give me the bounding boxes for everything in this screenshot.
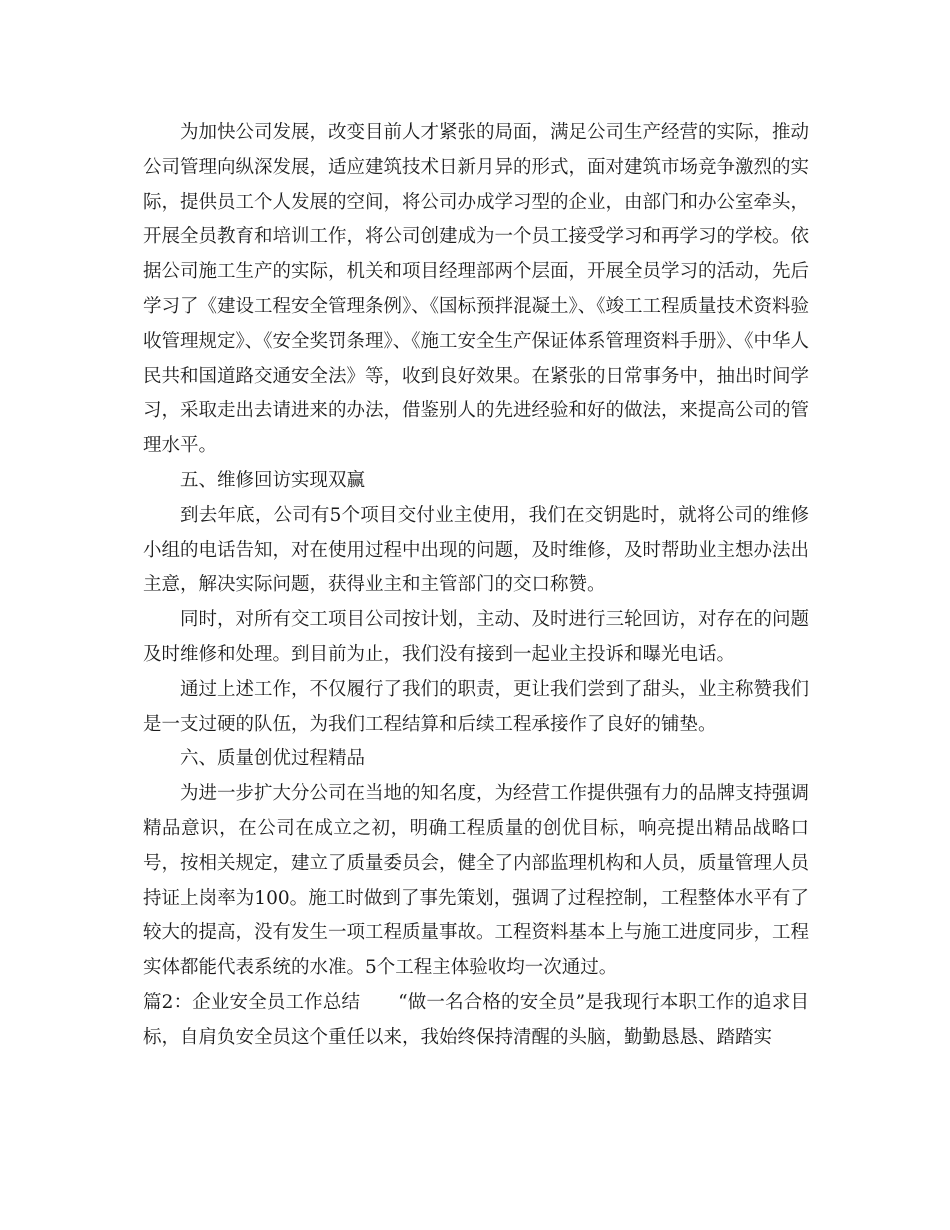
section-heading-maintenance: 五、维修回访实现双赢 [180, 469, 366, 491]
paragraph-chapter-2 [143, 986, 809, 1056]
paragraph-quality: 为进一步扩大分公司在当地的知名度，为经营工作提供强有力的品牌支持强调精品意识，在公司在成立之初，明确工程质量的创优目标，响亮提出精品战略口号，按相关规定，建立了质量委员会，健全了内部监理机构和人员，质量管理人员持证上岗率为100。施工时做到了事先策划，强调了过程控制，工程整体水平有了较大的提高，没有发生一项工程质量事故。工程资料基本上与施工进度同步，工程实体都能代表系统的水准。5个工程主体验收均一次通过。 [143, 783, 810, 979]
paragraph-training: 为加快公司发展，改变目前人才紧张的局面，满足公司生产经营的实际，推动公司管理向纵深发展，适应建筑技术日新月异的形式，面对建筑市场竞争激烈的实际，提供员工个人发展的空间，将公司办成学习型的企业，由部门和办公室牵头，开展全员教育和培训工作，将公司创建成为一个员工接受学习和再学习的学校。依据公司施工生产的实际，机关和项目经理部两个层面，开展全员学习的活动，先后学习了《建设工程安全管理条例》、《国标预拌混凝土》、《竣工工程质量技术资料验收管理规定》、《安全奖罚条理》、《施工安全生产保证体系管理资料手册》、《中华人民共和国道路交通安全法》等，收到良好效果。在紧张的日常事务中，抽出时间学习，采取走出去请进来的办法，借鉴别人的先进经验和好的做法，来提高公司的管理水平。 [143, 122, 810, 457]
section-heading-quality: 六、质量创优过程精品 [180, 748, 366, 770]
chapter-2-heading: 篇2：企业安全员工作总结 [143, 991, 361, 1013]
paragraph-result: 通过上述工作，不仅履行了我们的职责，更让我们尝到了甜头，业主称赞我们是一支过硬的队伍，为我们工程结算和后续工程承接作了良好的铺垫。 [143, 678, 810, 735]
chapter-2-text: “做一名合格的安全员”是我现行本职工作的追求目标，自肩负安全员这个重任以来，我始终保持清醒的头脑，勤勤恳恳、踏踏实 [143, 991, 809, 1048]
paragraph-revisit: 同时，对所有交工项目公司按计划，主动、及时进行三轮回访，对存在的问题及时维修和处理。到目前为止，我们没有接到一起业主投诉和曝光电话。 [143, 609, 810, 665]
document-body [143, 116, 809, 1056]
paragraph-maintenance: 到去年底，公司有5个项目交付业主使用，我们在交钥匙时，就将公司的维修小组的电话告知，对在使用过程中出现的问题，及时维修，及时帮助业主想办法出主意，解决实际问题，获得业主和主管部门的交口称赞。 [143, 504, 810, 596]
